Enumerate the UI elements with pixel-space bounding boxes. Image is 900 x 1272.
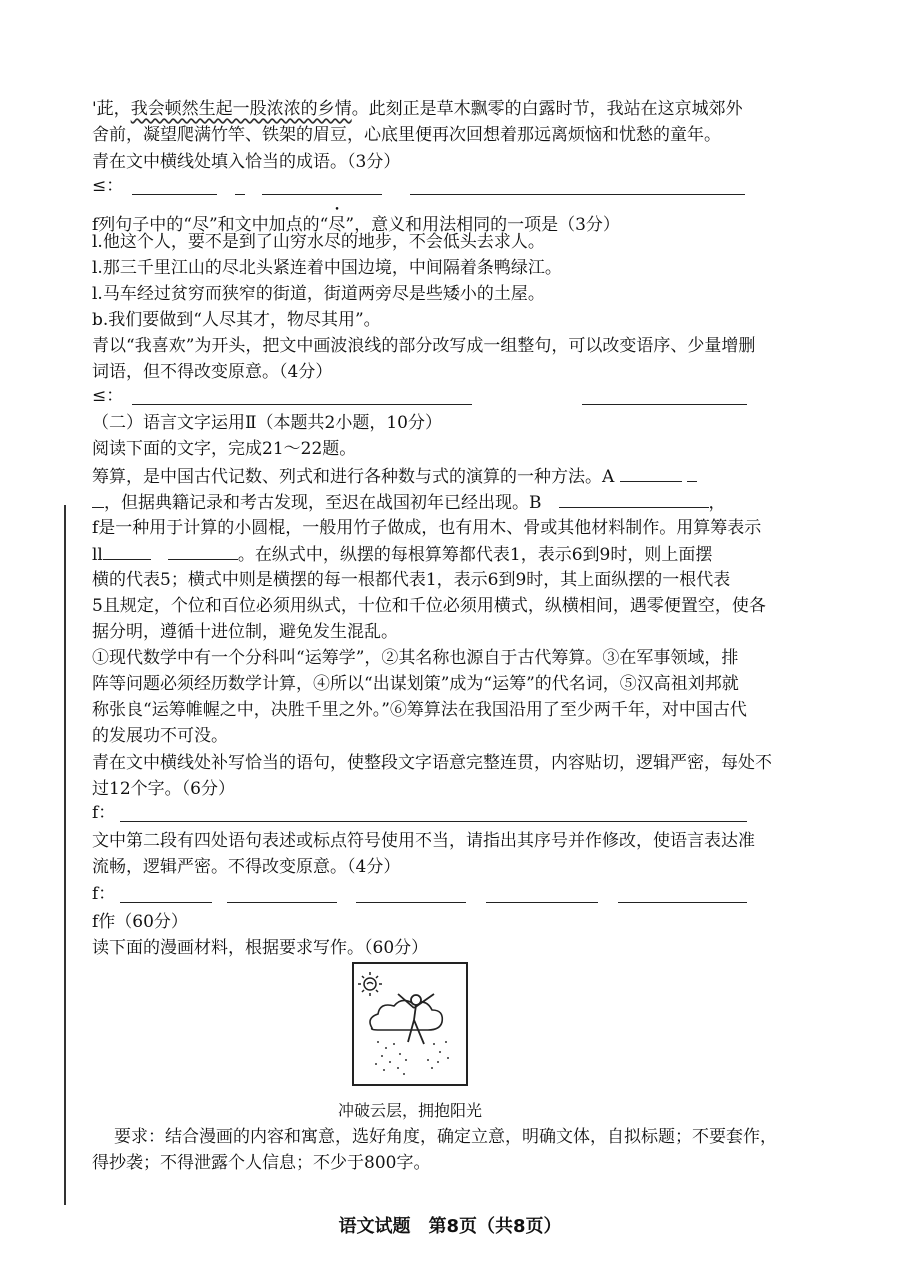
answer-blank [618,902,747,903]
passage-line-10: 称张良“运筹帷幄之中，决胜千里之外。”⑥筹算法在我国沿用了至少两千年，对中国古代 [92,700,747,720]
dotted-character: 尽 [328,215,346,235]
answer-blank [262,194,382,195]
wavy-underlined-phrase: 我会顿然生起一股浓浓的乡情 [130,99,352,119]
q21-prompt-line-1: 青在文中横线处补写恰当的语句，使整段文字语意完整连贯，内容贴切，逻辑严密，每处不 [92,753,772,773]
answer-blank [120,821,747,822]
q20-prompt-line-1: 青以“我喜欢”为开头，把文中画波浪线的部分改写成一组整句，可以改变语序、少量增删 [92,336,756,356]
q21-prompt-line-2: 过12个字。（6分） [92,779,235,799]
answer-label: f： [92,884,116,904]
essay-line-2: 舍前，凝望爬满竹竿、铁架的眉豆，心底里便再次回想着那远离烦恼和忧愁的童年。 [92,125,721,145]
answer-blank [235,194,245,195]
page-footer: 语文试题 第8页（共8页） [338,1216,562,1237]
q19-prompt: f列句子中的“尽”和文中加点的“尽”，意义和用法相同的一项是（3分） [92,215,620,235]
passage-line-8: ①现代数学中有一个分科叫“运筹学”，②其名称也源自于古代筹算。③在军事领域，排 [92,648,739,668]
passage-line-9: 阵等问题必须经历数学计算，④所以“出谋划策”成为“运筹”的代名词，⑤汉高祖刘邦就 [92,674,739,694]
q18-prompt: 青在文中横线处填入恰当的成语。（3分） [92,152,401,172]
answer-blank [132,404,472,405]
passage-line-3: f是一种用于计算的小圆棍，一般用竹子做成，也有用木、骨或其他材料制作。用算筹表示 [92,518,762,538]
sun-icon [358,972,382,996]
section-2-instruction: 阅读下面的文字，完成21～22题。 [92,439,357,459]
fill-blank-c [103,543,151,560]
answer-label: ≤： [92,386,124,406]
passage-line-4: ll 。在纵式中，纵摆的每根算筹都代表1，表示6到9时，则上面摆 [92,545,713,565]
answer-label: f： [92,803,116,823]
passage-line-11: 的发展功不可没。 [92,726,228,746]
writing-requirement-line-2: 得抄袭；不得泄露个人信息；不少于800字。 [92,1153,431,1173]
q18-answer-row [92,176,752,196]
q22-answer-row [92,884,752,904]
passage-line-5: 横的代表5；横式中则是横摆的每一根都代表1，表示6到9时，其上面纵摆的一根代表 [92,570,731,590]
essay-line-1: '茈，我会顿然生起一股浓浓的乡情。此刻正是草木飘零的白露时节，我站在这京城郊外 [92,99,743,119]
writing-requirement-line-1: 要求：结合漫画的内容和寓意，选好角度，确定立意，明确文体，自拟标题；不要套作， [114,1127,777,1147]
fill-blank-c-2 [168,543,238,560]
q19-option-a: l.他这个人，要不是到了山穷水尽的地步，不会低头去求人。 [92,232,545,252]
fill-blank-a-cont [92,491,104,508]
cartoon-image [352,962,468,1086]
q20-answer-row [92,386,752,406]
fill-blank-b [559,491,709,508]
answer-blank [227,902,337,903]
q19-option-b: l.那三千里江山的尽北头紧连着中国边境，中间隔着条鸭绿江。 [92,258,562,278]
q19-option-d: b.我们要做到“人尽其才，物尽其用”。 [92,310,381,330]
passage-line-6: 5且规定，个位和百位必须用纵式，十位和千位必须用横式，纵横相间，遇零便置空，使各 [92,596,766,616]
q22-prompt-line-1: 文中第二段有四处语句表述或标点符号使用不当，请指出其序号并作修改，使语言表达准 [92,831,755,851]
passage-line-2: ，但据典籍记录和考古发现，至迟在战国初年已经出现。B ， [92,491,726,514]
section-2-title: （二）语言文字运用Ⅱ（本题共2小题，10分） [92,413,443,433]
q20-prompt-line-2: 词语，但不得改变原意。（4分） [92,362,333,382]
passage-line-7: 据分明，遵循十进位制，避免发生混乱。 [92,622,398,642]
q22-prompt-line-2: 流畅，逻辑严密。不得改变原意。（4分） [92,857,401,877]
writing-instruction: 读下面的漫画材料，根据要求写作。（60分） [92,938,429,958]
cartoon-drawing [354,964,466,1084]
answer-label: ≤： [92,176,124,196]
answer-blank [356,902,466,903]
answer-blank [132,194,217,195]
q21-answer-row [92,803,752,823]
rain-dots [375,1041,449,1075]
answer-blank [486,902,598,903]
cartoon-caption: 冲破云层，拥抱阳光 [337,1101,482,1120]
answer-blank [120,902,212,903]
fill-blank-a-tail [687,465,697,482]
passage-line-1: 筹算，是中国古代记数、列式和进行各种数与式的演算的一种方法。A [92,465,697,488]
writing-title: f作（60分） [92,912,188,932]
answer-blank [410,194,745,195]
q19-option-c: l.马车经过贫穷而狭窄的街道，街道两旁尽是些矮小的土屋。 [92,284,545,304]
answer-blank [582,404,747,405]
cloud-icon [370,1000,442,1030]
fill-blank-a [620,465,682,482]
